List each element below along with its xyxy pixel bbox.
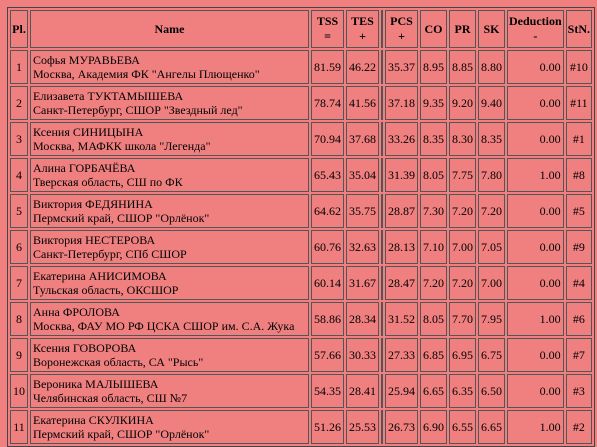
start-number-cell: #3 xyxy=(566,374,592,408)
deduction-cell: 0.00 xyxy=(507,194,564,228)
place-cell: 2 xyxy=(10,86,28,120)
start-number-cell: #10 xyxy=(566,50,592,84)
pcs-cell: 35.37 xyxy=(385,50,418,84)
column-separator xyxy=(381,338,383,372)
skater-name: Екатерина СКУЛКИНА xyxy=(33,413,154,427)
header-deduction-label: Deduction xyxy=(509,14,562,28)
skater-name: Вероника МАЛЫШЕВА xyxy=(33,377,159,391)
co-cell: 6.65 xyxy=(420,374,447,408)
start-number-cell: #9 xyxy=(566,230,592,264)
header-sk: SK xyxy=(478,10,505,48)
pr-cell: 6.95 xyxy=(449,338,476,372)
column-separator xyxy=(381,374,383,408)
header-separator xyxy=(381,10,383,48)
tss-cell: 58.86 xyxy=(311,302,344,336)
column-separator xyxy=(381,50,383,84)
deduction-cell: 1.00 xyxy=(507,158,564,192)
pcs-cell: 31.39 xyxy=(385,158,418,192)
pr-cell: 9.20 xyxy=(449,86,476,120)
place-cell: 5 xyxy=(10,194,28,228)
column-separator xyxy=(381,302,383,336)
skater-club: Санкт-Петербург, СШОР "Звездный лед" xyxy=(33,103,243,117)
pcs-cell: 27.33 xyxy=(385,338,418,372)
header-tes xyxy=(346,10,379,48)
skater-club: Пермский край, СШОР "Орлёнок" xyxy=(33,211,210,225)
skater-name: Анна ФРОЛОВА xyxy=(33,305,120,319)
co-cell: 7.30 xyxy=(420,194,447,228)
skater-club: Тульская область, ОКСШОР xyxy=(33,283,179,297)
table-row xyxy=(10,230,592,264)
header-place: Pl. xyxy=(10,10,28,48)
column-separator xyxy=(381,410,383,444)
pcs-cell: 26.73 xyxy=(385,410,418,444)
tes-cell: 28.41 xyxy=(346,374,379,408)
place-cell: 9 xyxy=(10,338,28,372)
skater-club: Санкт-Петербург, СПб СШОР xyxy=(33,247,187,261)
sk-cell: 6.65 xyxy=(478,410,505,444)
deduction-cell: 0.00 xyxy=(507,338,564,372)
tes-cell: 30.33 xyxy=(346,338,379,372)
pr-cell: 8.30 xyxy=(449,122,476,156)
table-row xyxy=(10,338,592,372)
tss-cell: 64.62 xyxy=(311,194,344,228)
skater-cell xyxy=(30,230,309,264)
skater-name: Виктория ФЕДЯНИНА xyxy=(33,197,153,211)
place-cell: 3 xyxy=(10,122,28,156)
header-row xyxy=(10,10,592,48)
results-table xyxy=(7,7,595,447)
pr-cell: 7.75 xyxy=(449,158,476,192)
table-row xyxy=(10,122,592,156)
deduction-cell: 0.00 xyxy=(507,266,564,300)
co-cell: 8.05 xyxy=(420,158,447,192)
skater-name: Виктория НЕСТЕРОВА xyxy=(33,233,156,247)
table-row xyxy=(10,194,592,228)
tes-cell: 28.34 xyxy=(346,302,379,336)
skater-name: Елизавета ТУКТАМЫШЕВА xyxy=(33,89,184,103)
skater-cell xyxy=(30,410,309,444)
skater-club: Тверская область, СШ по ФК xyxy=(33,175,183,189)
header-deduction-symbol: - xyxy=(533,29,538,43)
skater-cell xyxy=(30,302,309,336)
sk-cell: 6.75 xyxy=(478,338,505,372)
start-number-cell: #2 xyxy=(566,410,592,444)
place-cell: 11 xyxy=(10,410,28,444)
sk-cell: 7.95 xyxy=(478,302,505,336)
pr-cell: 7.70 xyxy=(449,302,476,336)
tes-cell: 32.63 xyxy=(346,230,379,264)
header-deduction xyxy=(507,10,564,48)
tss-cell: 54.35 xyxy=(311,374,344,408)
sk-cell: 8.35 xyxy=(478,122,505,156)
tss-cell: 78.74 xyxy=(311,86,344,120)
column-separator xyxy=(381,266,383,300)
results-table-container xyxy=(7,7,595,447)
sk-cell: 7.20 xyxy=(478,194,505,228)
co-cell: 8.95 xyxy=(420,50,447,84)
start-number-cell: #1 xyxy=(566,122,592,156)
pcs-cell: 25.94 xyxy=(385,374,418,408)
table-row xyxy=(10,302,592,336)
skater-name: Алина ГОРБАЧЁВА xyxy=(33,161,136,175)
tes-cell: 35.75 xyxy=(346,194,379,228)
pcs-cell: 28.13 xyxy=(385,230,418,264)
place-cell: 6 xyxy=(10,230,28,264)
sk-cell: 7.05 xyxy=(478,230,505,264)
place-cell: 7 xyxy=(10,266,28,300)
skater-cell xyxy=(30,50,309,84)
header-name: Name xyxy=(30,10,309,48)
co-cell: 9.35 xyxy=(420,86,447,120)
tes-cell: 46.22 xyxy=(346,50,379,84)
deduction-cell: 1.00 xyxy=(507,410,564,444)
start-number-cell: #8 xyxy=(566,158,592,192)
sk-cell: 7.80 xyxy=(478,158,505,192)
table-row xyxy=(10,266,592,300)
table-row xyxy=(10,86,592,120)
start-number-cell: #5 xyxy=(566,194,592,228)
place-cell: 1 xyxy=(10,50,28,84)
skater-cell xyxy=(30,86,309,120)
header-pcs-label: PCS xyxy=(390,14,413,28)
tss-cell: 51.26 xyxy=(311,410,344,444)
header-tss-symbol: = xyxy=(324,29,331,43)
tes-cell: 35.04 xyxy=(346,158,379,192)
co-cell: 6.85 xyxy=(420,338,447,372)
pcs-cell: 28.47 xyxy=(385,266,418,300)
column-separator xyxy=(381,86,383,120)
skater-club: Москва, МАФКК школа "Легенда" xyxy=(33,139,211,153)
deduction-cell: 0.00 xyxy=(507,86,564,120)
start-number-cell: #4 xyxy=(566,266,592,300)
column-separator xyxy=(381,122,383,156)
table-row xyxy=(10,410,592,444)
sk-cell: 6.50 xyxy=(478,374,505,408)
tss-cell: 60.76 xyxy=(311,230,344,264)
tss-cell: 81.59 xyxy=(311,50,344,84)
header-co: CO xyxy=(420,10,447,48)
place-cell: 8 xyxy=(10,302,28,336)
start-number-cell: #6 xyxy=(566,302,592,336)
header-pcs xyxy=(385,10,418,48)
skater-cell xyxy=(30,122,309,156)
pr-cell: 7.20 xyxy=(449,194,476,228)
header-tes-label: TES xyxy=(351,14,374,28)
tss-cell: 60.14 xyxy=(311,266,344,300)
pcs-cell: 33.26 xyxy=(385,122,418,156)
deduction-cell: 0.00 xyxy=(507,122,564,156)
skater-name: Софья МУРАВЬЕВА xyxy=(33,53,140,67)
sk-cell: 7.00 xyxy=(478,266,505,300)
place-cell: 10 xyxy=(10,374,28,408)
column-separator xyxy=(381,194,383,228)
pr-cell: 6.35 xyxy=(449,374,476,408)
column-separator xyxy=(381,158,383,192)
co-cell: 7.20 xyxy=(420,266,447,300)
skater-name: Ксения СИНИЦЫНА xyxy=(33,125,144,139)
tes-cell: 25.53 xyxy=(346,410,379,444)
skater-club: Челябинская область, СШ №7 xyxy=(33,391,188,405)
tss-cell: 65.43 xyxy=(311,158,344,192)
skater-name: Екатерина АНИСИМОВА xyxy=(33,269,167,283)
header-tes-symbol: + xyxy=(359,29,366,43)
pr-cell: 8.85 xyxy=(449,50,476,84)
table-row xyxy=(10,50,592,84)
tes-cell: 37.68 xyxy=(346,122,379,156)
table-row xyxy=(10,158,592,192)
tss-cell: 70.94 xyxy=(311,122,344,156)
skater-club: Пермский край, СШОР "Орлёнок" xyxy=(33,427,210,441)
skater-club: Москва, ФАУ МО РФ ЦСКА СШОР им. С.А. Жука xyxy=(33,319,295,333)
sk-cell: 8.80 xyxy=(478,50,505,84)
deduction-cell: 0.00 xyxy=(507,374,564,408)
co-cell: 8.05 xyxy=(420,302,447,336)
pcs-cell: 37.18 xyxy=(385,86,418,120)
pr-cell: 6.55 xyxy=(449,410,476,444)
deduction-cell: 0.00 xyxy=(507,50,564,84)
deduction-cell: 0.00 xyxy=(507,230,564,264)
place-cell: 4 xyxy=(10,158,28,192)
pcs-cell: 31.52 xyxy=(385,302,418,336)
pr-cell: 7.00 xyxy=(449,230,476,264)
skater-name: Ксения ГОВОРОВА xyxy=(33,341,137,355)
header-pr: PR xyxy=(449,10,476,48)
co-cell: 8.35 xyxy=(420,122,447,156)
pr-cell: 7.20 xyxy=(449,266,476,300)
table-row xyxy=(10,374,592,408)
co-cell: 7.10 xyxy=(420,230,447,264)
skater-club: Москва, Академия ФК "Ангелы Плющенко" xyxy=(33,67,260,81)
header-tss-label: TSS xyxy=(316,14,339,28)
header-start-number: StN. xyxy=(566,10,592,48)
skater-cell xyxy=(30,338,309,372)
sk-cell: 9.40 xyxy=(478,86,505,120)
skater-cell xyxy=(30,158,309,192)
skater-cell xyxy=(30,374,309,408)
skater-cell xyxy=(30,194,309,228)
skater-cell xyxy=(30,266,309,300)
tes-cell: 41.56 xyxy=(346,86,379,120)
co-cell: 6.90 xyxy=(420,410,447,444)
column-separator xyxy=(381,230,383,264)
tss-cell: 57.66 xyxy=(311,338,344,372)
skater-club: Воронежская область, СА "Рысь" xyxy=(33,355,204,369)
start-number-cell: #11 xyxy=(566,86,592,120)
header-tss xyxy=(311,10,344,48)
start-number-cell: #7 xyxy=(566,338,592,372)
deduction-cell: 1.00 xyxy=(507,302,564,336)
header-pcs-symbol: + xyxy=(398,29,405,43)
pcs-cell: 28.87 xyxy=(385,194,418,228)
tes-cell: 31.67 xyxy=(346,266,379,300)
